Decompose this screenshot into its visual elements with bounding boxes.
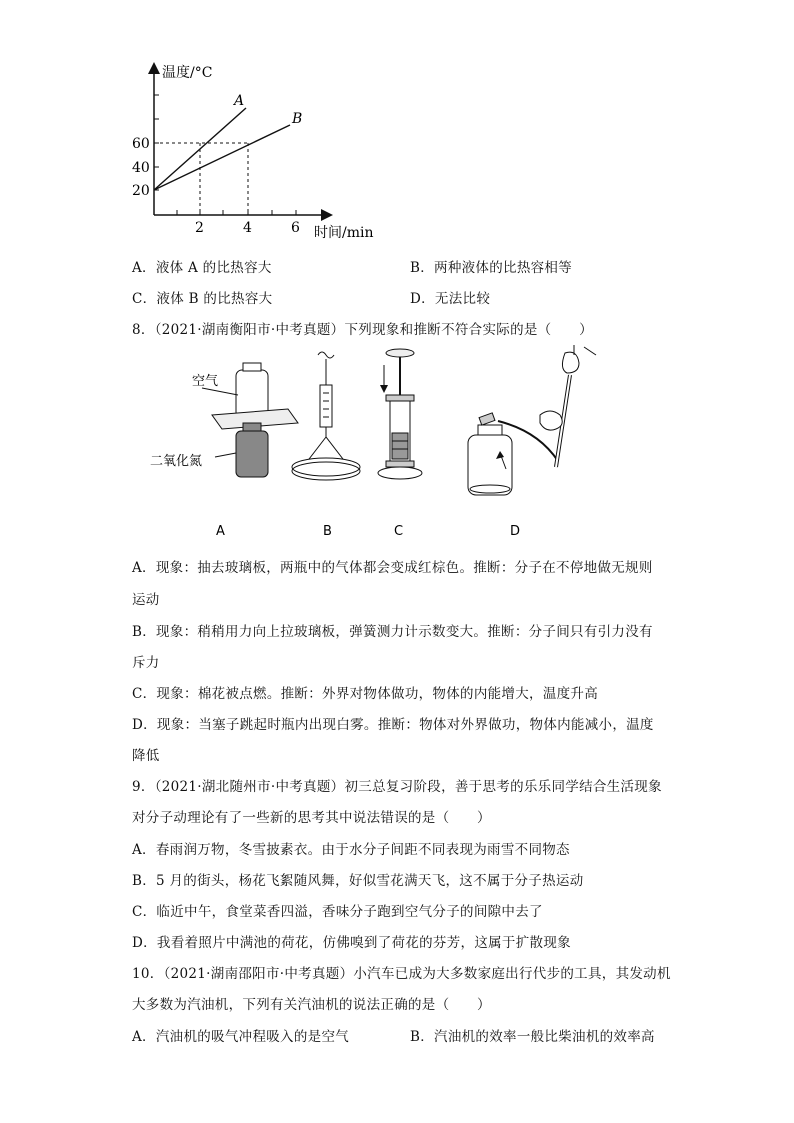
- line-b-label: B: [292, 111, 303, 127]
- label-air: 空气: [192, 374, 219, 389]
- temperature-time-graph: [130, 55, 390, 245]
- q10-option-b: B．汽油机的效率一般比柴油机的效率高: [410, 1029, 655, 1045]
- q9-option-a: A．春雨润万物，冬雪披素衣。由于水分子间距不同表现为雨雪不同物态: [132, 842, 570, 858]
- q7-option-a: A．液体 A 的比热容大: [132, 260, 272, 276]
- q8-option-b-line1: B．现象：稍稍用力向上拉玻璃板，弹簧测力计示数变大。推断：分子间只有引力没有: [132, 624, 653, 640]
- y-tick-20: 20: [132, 183, 150, 199]
- figure-label-a: A: [216, 524, 225, 539]
- q7-option-c: C．液体 B 的比热容大: [132, 291, 273, 307]
- x-tick-2: 2: [195, 220, 204, 236]
- q8-option-c: C．现象：棉花被点燃。推断：外界对物体做功，物体的内能增大，温度升高: [132, 686, 599, 702]
- q10-stem-line2: 大多数为汽油机，下列有关汽油机的说法正确的是（ ）: [132, 997, 491, 1013]
- label-no2: 二氧化氮: [150, 454, 203, 469]
- q9-stem-line2: 对分子动理论有了一些新的思考其中说法错误的是（ ）: [132, 810, 491, 826]
- line-b: [154, 125, 290, 190]
- q10-option-a: A．汽油机的吸气冲程吸入的是空气: [132, 1029, 350, 1045]
- line-a: [154, 108, 246, 190]
- q9-option-b: B．5 月的街头，杨花飞絮随风舞，好似雪花满天飞，这不属于分子热运动: [132, 873, 584, 889]
- line-a-label: A: [234, 93, 245, 109]
- figure-b-spring-scale: [292, 352, 360, 480]
- q8-option-b-line2: 斥力: [132, 655, 160, 671]
- figure-c-compression-cylinder: [378, 349, 422, 479]
- x-tick-6: 6: [291, 220, 300, 236]
- figure-d-bottle-pump: [468, 345, 596, 495]
- q7-option-d: D．无法比较: [410, 291, 491, 307]
- y-tick-40: 40: [132, 160, 150, 176]
- q9-stem-line1: 9．（2021·湖北随州市·中考真题）初三总复习阶段，善于思考的乐乐同学结合生活现象: [132, 779, 662, 795]
- figure-label-d: D: [510, 524, 521, 539]
- q10-stem-line1: 10．（2021·湖南邵阳市·中考真题）小汽车已成为大多数家庭出行代步的工具，其发动机: [132, 966, 671, 982]
- q8-option-d-line2: 降低: [132, 748, 160, 764]
- x-tick-4: 4: [243, 220, 252, 236]
- q8-stem: 8．（2021·湖南衡阳市·中考真题）下列现象和推断不符合实际的是（ ）: [132, 322, 593, 338]
- q8-option-a-line2: 运动: [132, 592, 160, 608]
- x-axis-label: 时间/min: [314, 225, 374, 241]
- q8-option-a-line1: A．现象：抽去玻璃板，两瓶中的气体都会变成红棕色。推断：分子在不停地做无规则: [132, 560, 653, 576]
- q8-option-d-line1: D．现象：当塞子跳起时瓶内出现白雾。推断：物体对外界做功，物体内能减小，温度: [132, 717, 654, 733]
- figure-label-b: B: [323, 524, 332, 539]
- q9-option-d: D．我看着照片中满池的荷花，仿佛嗅到了荷花的芬芳，这属于扩散现象: [132, 935, 571, 951]
- y-axis-label: 温度/°C: [162, 65, 213, 81]
- figure-label-c: C: [394, 524, 404, 539]
- q9-option-c: C．临近中午，食堂菜香四溢，香味分子跑到空气分子的间隙中去了: [132, 904, 543, 920]
- q7-option-b: B．两种液体的比热容相等: [410, 260, 573, 276]
- q8-experiment-figure: [140, 345, 600, 550]
- y-tick-60: 60: [132, 136, 150, 152]
